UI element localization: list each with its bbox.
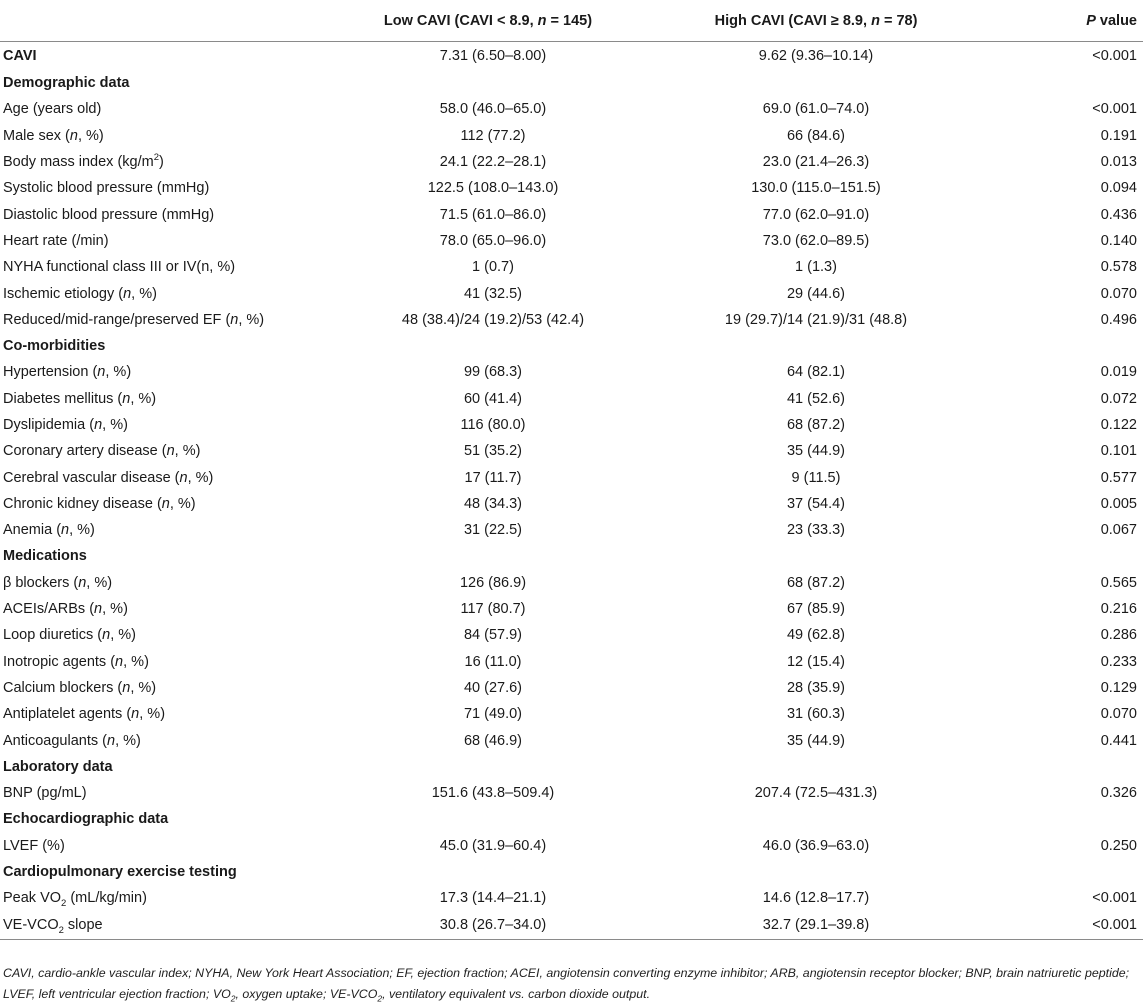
high-cavi-value: 9.62 (9.36–10.14): [758, 48, 874, 64]
high-cavi-value: 19 (29.7)/14 (21.9)/31 (48.8): [724, 311, 908, 328]
p-value: <0.001: [986, 912, 1143, 940]
low-cavi-value: 41 (32.5): [463, 285, 523, 302]
table-row: [0, 412, 1143, 438]
high-cavi-value: 31 (60.3): [786, 706, 846, 723]
low-cavi-value: 48 (34.3): [463, 495, 523, 512]
high-cavi-value: 69.0 (61.0–74.0): [762, 101, 870, 118]
row-label: Diastolic blood pressure (mmHg): [3, 206, 215, 223]
low-cavi-value: 45.0 (31.9–60.4): [439, 837, 547, 854]
high-cavi-value: 46.0 (36.9–63.0): [762, 837, 870, 854]
high-cavi-value: 130.0 (115.0–151.5): [751, 180, 881, 197]
high-cavi-value: 68 (87.2): [786, 574, 846, 591]
header-high-cavi: High CAVI (CAVI ≥ 8.9, n = 78): [646, 0, 986, 42]
row-label: Hypertension (n, %): [3, 364, 132, 381]
high-cavi-value: 14.6 (12.8–17.7): [762, 890, 870, 907]
table-row: [0, 96, 1143, 122]
table-row: [0, 833, 1143, 859]
table-row: [0, 386, 1143, 412]
row-label: CAVI: [3, 48, 37, 64]
row-label: Male sex (n, %): [3, 127, 104, 144]
p-value: 0.140: [1100, 232, 1137, 249]
p-value: 0.070: [1100, 285, 1137, 302]
p-value: 0.326: [1100, 785, 1137, 802]
high-cavi-value: 66 (84.6): [786, 127, 846, 144]
p-value: <0.001: [1092, 48, 1137, 64]
p-value: <0.001: [1092, 101, 1137, 118]
header-variable: [0, 0, 330, 42]
table-header: [0, 0, 1143, 42]
low-cavi-value: 99 (68.3): [463, 364, 523, 381]
table-row: [0, 123, 1143, 149]
table-row: [0, 727, 1143, 753]
p-value: 0.441: [1100, 732, 1137, 749]
table-row: [0, 491, 1143, 517]
table-row: [0, 912, 1143, 940]
row-label: $VE-VCO_2$ slope: [0, 912, 330, 940]
section-heading: Medications: [3, 548, 87, 565]
section-heading: Cardiopulmonary exercise testing: [3, 864, 237, 881]
row-label: Reduced/mid-range/preserved EF (n, %): [3, 311, 265, 328]
high-cavi-value: 49 (62.8): [786, 627, 846, 644]
p-value: 0.577: [1100, 469, 1137, 486]
row-label: Chronic kidney disease (n, %): [3, 495, 196, 512]
p-value: 0.101: [1100, 443, 1137, 460]
low-cavi-value: 16 (11.0): [464, 653, 522, 670]
low-cavi-value: 58.0 (46.0–65.0): [439, 101, 547, 118]
table-row: [0, 464, 1143, 490]
row-label: Loop diuretics (n, %): [3, 627, 136, 644]
row-label: Dyslipidemia (n, %): [3, 417, 128, 433]
high-cavi-value: 12 (15.4): [786, 653, 846, 670]
low-cavi-value: 71 (49.0): [463, 706, 523, 723]
high-cavi-value: 28 (35.9): [786, 679, 846, 696]
p-value: 0.122: [1100, 417, 1137, 433]
p-value: 0.233: [1100, 653, 1137, 670]
low-cavi-value: 117 (80.7): [460, 601, 526, 618]
low-cavi-value: 84 (57.9): [463, 627, 523, 644]
row-label: Peak $VO_2$ (mL/kg/min): [3, 890, 147, 910]
row-label: ACEIs/ARBs (n, %): [3, 601, 128, 618]
row-label: Diabetes mellitus (n, %): [3, 390, 157, 407]
low-cavi-value: 48 (38.4)/24 (19.2)/53 (42.4): [401, 311, 585, 328]
table-row: [0, 359, 1143, 385]
row-label: Cerebral vascular disease (n, %): [3, 469, 214, 486]
table-row: [0, 570, 1143, 596]
high-cavi-value: 73.0 (62.0–89.5): [762, 232, 870, 249]
high-cavi-value: 32.7 (29.1–39.8): [646, 912, 986, 940]
row-label: Heart rate (/min): [3, 232, 109, 249]
section-heading: Co-morbidities: [3, 338, 106, 355]
table-row: [0, 675, 1143, 701]
p-value: 0.129: [1100, 679, 1137, 696]
low-cavi-value: 17.3 (14.4–21.1): [439, 890, 547, 907]
row-label: Age (years old): [3, 101, 102, 118]
p-value: 0.094: [1100, 180, 1137, 197]
high-cavi-value: 41 (52.6): [786, 390, 846, 407]
p-value: 0.496: [1100, 311, 1137, 328]
p-value: 0.286: [1100, 627, 1137, 644]
p-value: 0.565: [1100, 574, 1137, 591]
high-cavi-value: 23 (33.3): [786, 522, 846, 539]
low-cavi-value: 112 (77.2): [460, 127, 526, 144]
low-cavi-value: 126 (86.9): [459, 574, 527, 591]
row-label: Antiplatelet agents (n, %): [3, 706, 166, 723]
table-row: [0, 517, 1143, 543]
low-cavi-value: 60 (41.4): [463, 390, 523, 407]
table-row: [0, 780, 1143, 806]
high-cavi-value: 68 (87.2): [786, 417, 846, 433]
table-row: [0, 307, 1143, 333]
section-row: [0, 806, 1143, 832]
row-label: Coronary artery disease (n, %): [3, 443, 201, 460]
p-value: 0.072: [1100, 390, 1137, 407]
section-row: [0, 543, 1143, 569]
low-cavi-value: 1 (0.7): [472, 259, 514, 276]
row-label: LVEF (%): [3, 837, 65, 854]
table-row: [0, 254, 1143, 280]
low-cavi-value: 78.0 (65.0–96.0): [439, 232, 547, 249]
low-cavi-value: 24.1 (22.2–28.1): [439, 154, 547, 171]
p-value: 0.013: [1100, 154, 1137, 171]
table-row: [0, 649, 1143, 675]
high-cavi-value: 1 (1.3): [795, 259, 837, 276]
p-value: 0.191: [1100, 127, 1137, 144]
section-heading: Echocardiographic data: [3, 811, 169, 828]
high-cavi-value: 67 (85.9): [786, 601, 846, 618]
high-cavi-value: 37 (54.4): [786, 495, 846, 512]
row-label: NYHA functional class III or IV(n, %): [3, 259, 236, 276]
table-row: [0, 280, 1143, 306]
section-row: [0, 70, 1143, 96]
p-value: 0.067: [1100, 522, 1137, 539]
section-heading: Demographic data: [3, 75, 130, 92]
row-label: Calcium blockers (n, %): [3, 679, 157, 696]
high-cavi-value: 9 (11.5): [791, 469, 841, 486]
row-label: BNP (pg/mL): [3, 785, 87, 802]
section-row: [0, 859, 1143, 885]
header-p-value: P value: [986, 0, 1143, 42]
p-value: 0.070: [1100, 706, 1137, 723]
row-label: β blockers (n, %): [3, 574, 113, 591]
high-cavi-value: 29 (44.6): [786, 285, 846, 302]
low-cavi-value: 116 (80.0): [460, 417, 526, 433]
low-cavi-value: 7.31 (6.50–8.00): [439, 48, 547, 64]
row-label: Body mass index $(kg/m^2)$: [3, 152, 164, 171]
row-label: Systolic blood pressure (mmHg): [3, 180, 210, 197]
high-cavi-value: 23.0 (21.4–26.3): [762, 154, 870, 171]
p-value: 0.250: [1100, 837, 1137, 854]
table-row: [0, 622, 1143, 648]
low-cavi-value: 17 (11.7): [464, 469, 522, 486]
table-row: [0, 149, 1143, 175]
high-cavi-value: 77.0 (62.0–91.0): [762, 206, 870, 223]
row-label: Anticoagulants (n, %): [3, 732, 141, 749]
table-row: [0, 201, 1143, 227]
table-row: [0, 701, 1143, 727]
low-cavi-value: 71.5 (61.0–86.0): [439, 206, 547, 223]
table-body: [0, 42, 1143, 940]
table-row: [0, 175, 1143, 201]
table-row: [0, 42, 1143, 71]
header-row: [0, 0, 1143, 42]
section-row: [0, 754, 1143, 780]
high-cavi-value: 35 (44.9): [786, 443, 846, 460]
header-low-cavi: Low CAVI (CAVI < 8.9, n = 145): [330, 0, 646, 42]
p-value: 0.216: [1100, 601, 1137, 618]
row-label: Inotropic agents (n, %): [3, 653, 149, 670]
p-value: 0.005: [1100, 495, 1137, 512]
high-cavi-value: 35 (44.9): [786, 732, 846, 749]
high-cavi-value: 207.4 (72.5–431.3): [754, 785, 878, 802]
low-cavi-value: 40 (27.6): [463, 679, 523, 696]
p-value: 0.436: [1100, 206, 1137, 223]
p-value: 0.578: [1100, 259, 1137, 276]
table-row: [0, 228, 1143, 254]
table-footnote: CAVI, cardio-ankle vascular index; NYHA, New York Heart Association; EF, ejection fraction; ACEI, angiotensin converting enzyme inhibitor; ARB, angiotensin receptor blocker; BNP, brain natriuretic peptide; LVEF, left ventricular ejection fraction; $VO_2$, oxygen uptake; $VE-VCO_2$, ventilatory equivalent vs. carbon dioxide output.: [3, 966, 1130, 1004]
table-row: [0, 438, 1143, 464]
low-cavi-value: 31 (22.5): [463, 522, 523, 539]
section-heading: Laboratory data: [3, 758, 113, 775]
low-cavi-value: 68 (46.9): [463, 732, 523, 749]
row-label: Ischemic etiology (n, %): [3, 285, 157, 302]
high-cavi-value: 64 (82.1): [786, 364, 846, 381]
table-row: [0, 885, 1143, 911]
row-label: Anemia (n, %): [3, 522, 95, 539]
p-value: <0.001: [1092, 890, 1137, 907]
low-cavi-value: 151.6 (43.8–509.4): [431, 785, 555, 802]
low-cavi-value: 30.8 (26.7–34.0): [330, 912, 646, 940]
p-value: 0.019: [1100, 364, 1137, 381]
low-cavi-value: 51 (35.2): [463, 443, 523, 460]
table-row: [0, 596, 1143, 622]
low-cavi-value: 122.5 (108.0–143.0): [427, 180, 559, 197]
section-row: [0, 333, 1143, 359]
